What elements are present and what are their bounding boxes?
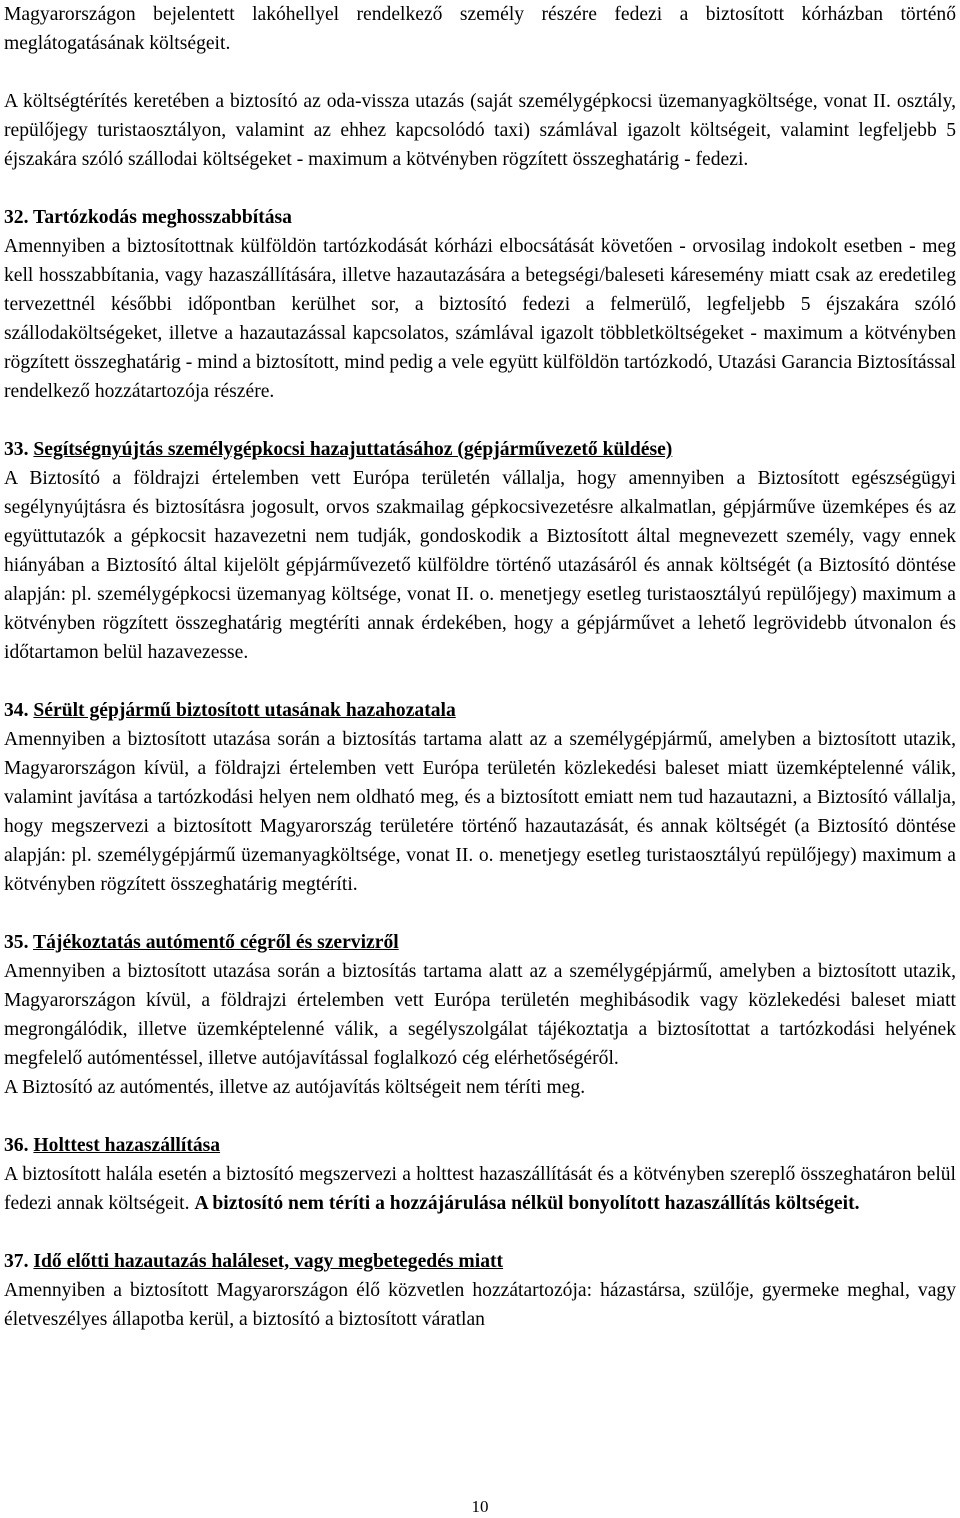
section-body: Amennyiben a biztosított Magyarországon élő közvetlen hozzátartozója: házastársa, szülője, gyermeke meghal, vagy életveszélyes állapotba kerül, a biztosító a biztosított váratlan <box>4 1280 956 1330</box>
page-number: 10 <box>471 1497 489 1516</box>
section-number: 35. <box>4 932 29 953</box>
section-33 <box>4 435 956 667</box>
section-heading <box>4 696 956 725</box>
section-36 <box>4 1131 956 1218</box>
section-body: A Biztosító a földrajzi értelemben vett Európa területén vállalja, hogy amennyiben a Biztosított egészségügyi segélynyújtásra és biztosításra jogosult, orvos szakmailag gépkocsivezetésre alkalmatlan, gépjárműve üzemképes és az együttutazók a gépkocsit hazavezetni nem tudják, gondoskodik a Biztosított által megnevezett személy, vagy ennek hiányában a Biztosító által kijelölt gépjárművezető külföldre történő utazásáról és annak költségét (a Biztosító döntése alapján: pl. személygépkocsi üzemanyag költsége, vonat II. o. menetjegy esetleg turistaosztályú repülőjegy) maximum a kötvényben rögzített összeghatárig megtéríti annak érdekében, hogy a gépjárművet a lehető legrövidebb útvonalon és időtartamon belül hazavezesse. <box>4 468 956 663</box>
section-body <box>4 1160 956 1218</box>
section-body-text: A biztosított halála esetén a biztosító megszervezi a holttest hazaszállítását és a kötvényben szereplő összeghatáron belül fedezi annak költségeit. <box>4 1164 956 1214</box>
section-title: Tartózkodás meghosszabbítása <box>33 207 292 228</box>
section-body: Amennyiben a biztosított utazása során a biztosítás tartama alatt az a személygépjármű, amelyben a biztosított utazik, Magyarországon kívül, a földrajzi értelemben vett Európa területén közlekedési baleset miatt üzemképtelenné válik, valamint javítása a tartózkodási helyen nem oldható meg, és a biztosított emiatt nem tud hazautazni, a Biztosító vállalja, hogy megszervezi a biztosított Magyarország területére történő hazautazását, és annak költségét (a Biztosító döntése alapján: pl. személygépjármű üzemanyagköltsége, vonat II. o. menetjegy esetleg turistaosztályú repülőjegy) maximum a kötvényben rögzített összeghatárig megtéríti. <box>4 729 956 895</box>
section-number: 34. <box>4 700 29 721</box>
section-heading <box>4 203 956 232</box>
section-heading <box>4 435 956 464</box>
section-heading <box>4 1247 956 1276</box>
section-number: 32. <box>4 207 29 228</box>
section-number: 36. <box>4 1135 29 1156</box>
section-32 <box>4 203 956 406</box>
intro-paragraph-1: Magyarországon bejelentett lakóhellyel rendelkező személy részére fedezi a biztosított kórházban történő meglátogatásának költségeit. <box>4 4 956 54</box>
section-title: Idő előtti hazautazás haláleset, vagy megbetegedés miatt <box>33 1251 504 1272</box>
document-content <box>4 0 956 1334</box>
section-number: 33. <box>4 439 29 460</box>
section-heading <box>4 928 956 957</box>
section-title: Sérült gépjármű biztosított utasának hazahozatala <box>33 700 456 721</box>
section-body: Amennyiben a biztosítottnak külföldön tartózkodását kórházi elbocsátását követően - orvosilag indokolt esetben - meg kell hosszabbítania, vagy hazaszállítására, illetve hazautazására a betegségi/baleseti káresemény miatt csak az eredetileg tervezettnél későbbi időpontban kerülhet sor, a biztosító fedezi a felmerülő, legfeljebb 5 éjszakára szóló szállodaköltségeket, illetve a hazautazással kapcsolatos, számlával igazolt többletköltségeket - maximum a kötvényben rögzített összeghatárig - mind a biztosított, mind pedig a vele együtt külföldön tartózkodó, Utazási Garancia Biztosítással rendelkező hozzátartozója részére. <box>4 236 956 402</box>
section-body: Amennyiben a biztosított utazása során a biztosítás tartama alatt az a személygépjármű, amelyben a biztosított utazik, Magyarországon kívül, a földrajzi értelemben vett Európa területén meghibásodik vagy közlekedési baleset miatt megrongálódik, illetve üzemképtelenné válik, a segélyszolgálat tájékoztatja a biztosítottat a tartózkodási helyének megfelelő autómentéssel, illetve autójavítással foglalkozó cég elérhetőségéről. <box>4 961 956 1069</box>
section-body-note: A Biztosító az autómentés, illetve az autójavítás költségeit nem téríti meg. <box>4 1077 586 1098</box>
section-34 <box>4 696 956 899</box>
intro-paragraph-2: A költségtérítés keretében a biztosító az oda-vissza utazás (saját személygépkocsi üzemanyagköltsége, vonat II. osztály, repülőjegy turistaosztályon, valamint az ehhez kapcsolódó taxi) számlával igazolt költségeit, valamint legfeljebb 5 éjszakára szóló szállodai költségeket - maximum a kötvényben rögzített összeghatárig - fedezi. <box>4 91 956 170</box>
section-heading <box>4 1131 956 1160</box>
section-title: Holttest hazaszállítása <box>33 1135 221 1156</box>
section-37 <box>4 1247 956 1334</box>
section-body-emphasis: A biztosító nem téríti a hozzájárulása nélkül bonyolított hazaszállítás költségeit. <box>194 1193 860 1214</box>
section-number: 37. <box>4 1251 29 1272</box>
section-title: Segítségnyújtás személygépkocsi hazajuttatásához (gépjárművezető küldése) <box>33 439 673 460</box>
section-35 <box>4 928 956 1102</box>
section-title: Tájékoztatás autómentő cégről és szervizről <box>33 932 399 953</box>
